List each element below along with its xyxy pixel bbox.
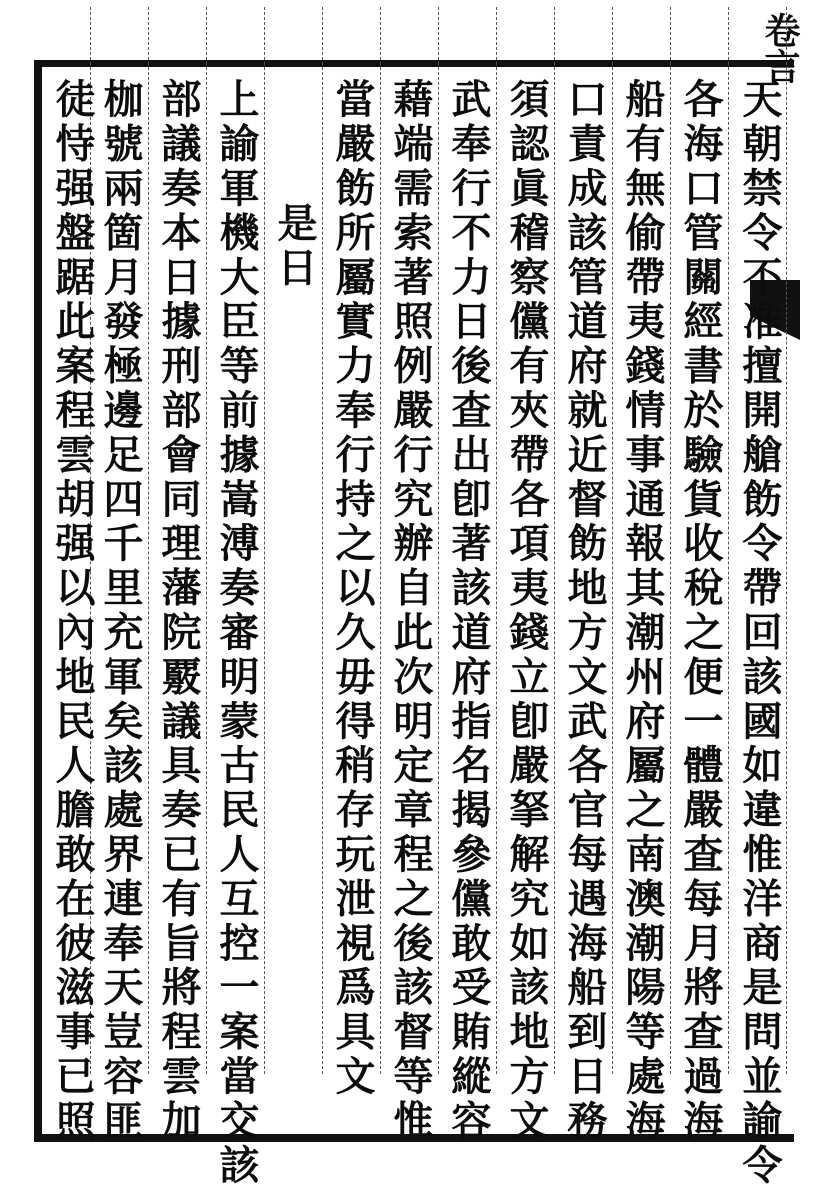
text-column: 部議奏本日據刑部會同理藩院覈議具奏已有旨將程雲加 <box>155 78 202 1144</box>
text-column: 各海口管關經書於驗貨收稅之便一體嚴查每月將查過海 <box>677 78 724 1144</box>
text-column: 上諭軍機大臣等前據嵩溥奏審明蒙古民人互控一案當交該 <box>213 78 260 1188</box>
text-column: 當嚴飭所屬實力奉行持之以久毋得稍存玩泄視爲具文 <box>329 78 376 1100</box>
text-column: 船有無偷帶夷錢情事通報其潮州府屬之南澳潮陽等處海 <box>619 78 666 1144</box>
frame-left-border <box>34 60 42 1142</box>
text-column: 口責成該管道府就近督飭地方文武各官每遇海船到日務 <box>561 78 608 1144</box>
running-header-text: 卷言 <box>759 12 801 84</box>
text-column: 天朝禁令不准擅開艙飭令帶回該國如違惟洋商是問並諭令 <box>736 78 783 1188</box>
text-column: 枷號兩箇月發極邊足四千里充軍矣該處界連奉天豈容匪 <box>97 78 144 1144</box>
text-column: 藉端需索著照例嚴行究辦自此次明定章程之後該督等惟 <box>387 78 434 1144</box>
text-column: 須認眞稽察儻有夾帶各項夷錢立卽嚴拏解究如該地方文 <box>503 78 550 1144</box>
text-column: 武奉行不力日後查出卽著該道府指名揭參儻敢受賄縱容 <box>445 78 492 1144</box>
text-column: 徒恃强盤踞此案程雲胡强以內地民人膽敢在彼滋事已照 <box>49 78 96 1144</box>
text-column: 是日 <box>271 202 318 291</box>
